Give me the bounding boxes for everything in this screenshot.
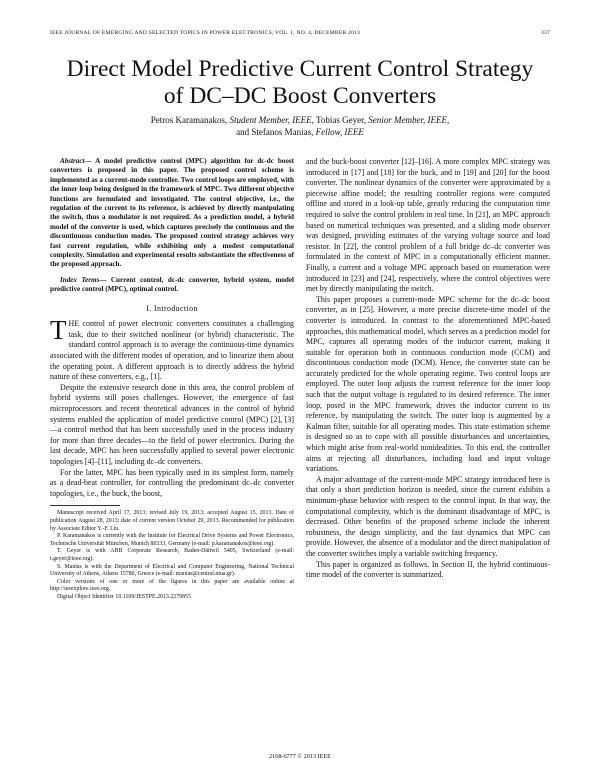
author-list bbox=[60, 115, 540, 138]
intro-paragraph-3-continued: and the buck-boost converter [12]–[16]. A more complex MPC strategy was introduced in [17] and [18] for the buck, and in [19] and [20] for the boost converter. The nonlinear dynamics of the converter were approximated by a piecewise affine model; the resulting controller regions were computed offline and stored in a look-up table, greatly reducing the computation time required to solve the control problem in real time. In [21], an MPC approach based on numerical techniques was presented, and a sliding mode observer was designed, providing estimates of the varying voltage source and load resistor. In [22], the control problem of a full bridge dc–dc converter was formulated in the context of MPC in a computationally efficient manner. Finally, a current and a voltage MPC approach based on enumeration were introduced in [23] and [24], respectively, where the control objectives were met by directly manipulating the switch. bbox=[306, 157, 550, 294]
footnote-manuscript: Manuscript received April 17, 2013; revised July 19, 2013; accepted August 15, 2013. Date of publication August 28, 2013; date of current version October 29, 2013. Recommended for publication by Associate Editor Y.-F. Liu. bbox=[50, 510, 294, 532]
abstract-label: Abstract bbox=[60, 157, 85, 165]
footnote-color-versions: Color versions of one or more of the figures in this paper are available online at http://ieeexplore.ieee.org. bbox=[50, 578, 294, 593]
right-column bbox=[306, 157, 550, 581]
section-heading: I. Introduction bbox=[146, 303, 198, 313]
page-number: 337 bbox=[541, 30, 550, 36]
author-2-name: Tobias Geyer, bbox=[316, 115, 367, 125]
footnote-doi: Digital Object Identifier 10.1109/JESTPE.2013.2279855 bbox=[57, 593, 191, 600]
intro-paragraph-5: A major advantage of the current-mode MPC strategy introduced here is that only a short prediction horizon is needed, since the current exhibits a minimum-phase behavior with respect to the control input. In that way, the computational complexity, which is the dominant disadvantage of MPC, is decreased. Other benefits of the proposed scheme include the inherent robustness, the design simplicity, and the fast dynamics that MPC can provide. However, the absence of a modulator and the direct manipulation of the converter switches imply a variable switching frequency. bbox=[306, 474, 550, 558]
index-terms bbox=[50, 276, 294, 295]
footnote-author-2: T. Geyer is with ABB Corporate Research, Baden-Dättwil 5405, Switzerland (e-mail: t.geyer@ieee.org). bbox=[50, 548, 294, 562]
abstract-text: — A model predictive control (MPC) algorithm for dc-dc boost converters is proposed in this paper. The proposed control scheme is implemented as a current-mode controller. Two control loops are employed, with the inner loop being designed in the framework of MPC. Two different objective functions are formulated and investigated. The control objective, i.e., the regulation of the current to its reference, is achieved by directly manipulating the switch, thus a modulator is not required. As a prediction model, a hybrid model of the converter is used, which captures precisely the continuous and the discontinuous conduction modes. The proposed control strategy achieves very fast current regulation, while exhibiting only a modest computational complexity. Simulation and experimental results substantiate the effectiveness of the proposed approach. bbox=[50, 157, 294, 269]
footnote-author-1: P. Karamanakos is currently with the Institute for Electrical Drive Systems and Power Electronics, Technische Universität München, Munich 80333, Germany (e-mail: p.karamanakos@ieee.org). bbox=[50, 533, 294, 547]
intro-paragraph-6: This paper is organized as follows. In Section II, the hybrid continuous-time model of the converter is summarized. bbox=[306, 559, 550, 580]
author-3-name: and Stefanos Manias, bbox=[236, 126, 314, 137]
footnote-author-3: S. Manias is with the Department of Electrical and Computer Engineering, National Technical University of Athens, Athens 15780, Greece (e-mail: manias@central.ntua.gr). bbox=[50, 563, 294, 578]
paper-title bbox=[40, 56, 560, 110]
left-column bbox=[50, 157, 294, 602]
abstract bbox=[50, 157, 294, 270]
intro-paragraph-1-text: HE control of power electronic converters constitutes a challenging task, due to their switched nonlinear (or hybrid) characteristic. The standard control approach is to average the continuous-time dynamics associated with the different modes of operation, and to linearize them about the operating point. A different approach is to directly address the hybrid nature of these converters, e.g., [1]. bbox=[50, 319, 294, 382]
drop-cap: T bbox=[50, 315, 67, 346]
author-1-name: Petros Karamanakos, bbox=[150, 115, 228, 125]
author-3-role: Fellow, IEEE bbox=[315, 126, 364, 137]
footnotes bbox=[50, 510, 294, 601]
author-2-role: Senior Member, IEEE, bbox=[368, 115, 450, 125]
index-terms-text: — Current control, dc-dc converter, hybrid system, model predictive control (MPC), optimal control. bbox=[50, 275, 295, 294]
title-line-1: Direct Model Predictive Current Control Strategy bbox=[66, 56, 534, 82]
footnote-divider bbox=[50, 505, 120, 506]
intro-paragraph-1 bbox=[50, 315, 294, 383]
author-1-role: Student Member, IEEE, bbox=[229, 115, 314, 125]
title-line-2: of DC–DC Boost Converters bbox=[163, 83, 437, 109]
copyright-footer: 2168-6777 © 2013 IEEE bbox=[269, 753, 331, 760]
intro-paragraph-2: Despite the extensive research done in this area, the control problem of hybrid systems still poses challenges. However, the emergence of fast microprocessors and recent theoretical advances in the control of hybrid systems enabled the application of model predictive control (MPC) [2], [3]—a control method that has been successfully used in the process industry for more than three decades—to the field of power electronics. During the last decade, MPC has been successfully applied to several power electronic topologies [4]–[11], including dc–dc converters. bbox=[50, 382, 294, 466]
index-terms-label: Index Terms bbox=[60, 275, 100, 284]
intro-paragraph-3: For the latter, MPC has been typically used in its simplest form, namely as a dead-beat controller, for controlling the predominant dc–dc converter topologies, i.e., the buck, the boost, bbox=[50, 467, 294, 498]
journal-name: IEEE JOURNAL OF EMERGING AND SELECTED TOPICS IN POWER ELECTRONICS, VOL. 1, NO. 4, DECEMBER 2013 bbox=[50, 30, 360, 36]
running-header bbox=[50, 30, 550, 36]
intro-paragraph-4: This paper proposes a current-mode MPC scheme for the dc–dc boost converter, as in [25]. However, a more precise discrete-time model of the converter is introduced. In contrast to the aforementioned MPC-based approaches, this mathematical model, which serves as a prediction model for MPC, captures all operating modes of the inductor current, making it suitable for operation both in continuous conduction mode (CCM) and discontinuous conduction mode (DCM). Hence, the converter state can be accurately predicted for the whole operating regime. Two control loops are employed. The outer loop adjusts the current reference for the inner loop such that the output voltage is regulated to its desired reference. The inner loop, posed in the MPC framework, drives the inductor current to its reference, by manipulating the switch. The outer loop is augmented by a Kalman filter, suitable for all operating modes. This state estimation scheme is designed so as to cope with all possible disturbances and uncertainties, which might arise from real-world nonidealities. To this end, the controller aims at rejecting all disturbances, including load and input voltage variations. bbox=[306, 294, 550, 474]
